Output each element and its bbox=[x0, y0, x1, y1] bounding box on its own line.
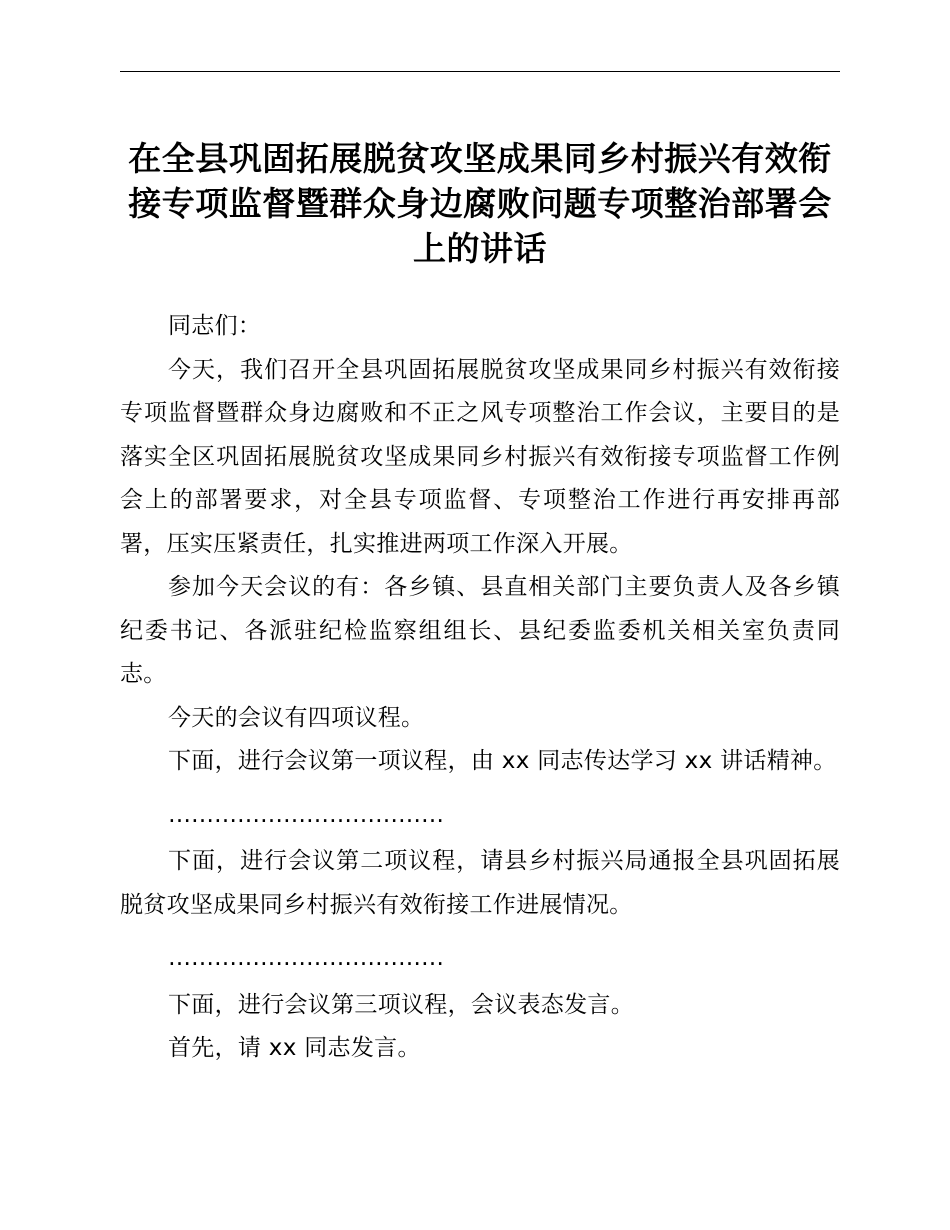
ellipsis-separator: ……………………………… bbox=[168, 945, 444, 971]
paragraph-agenda-count: 今天的会议有四项议程。 bbox=[168, 704, 425, 731]
document-body bbox=[120, 305, 840, 1071]
salutation: 同志们： bbox=[168, 313, 262, 339]
paragraph-first-speaker: 首先，请 xx 同志发言。 bbox=[168, 1035, 421, 1061]
ellipsis-separator: ……………………………… bbox=[168, 801, 444, 828]
paragraph-opening: 今天，我们召开全县巩固拓展脱贫攻坚成果同乡村振兴有效衔接专项监督暨群众身边腐败和不正之风专项整治工作会议，主要目的是落实全区巩固拓展脱贫攻坚成果同乡村振兴有效衔接专项监督工作例会上的部署要求，对全县专项监督、专项整治工作进行再安排再部署，压实压紧责任，扎实推进两项工作深入开展。 bbox=[120, 356, 840, 557]
document-title: 在全县巩固拓展脱贫攻坚成果同乡村振兴有效衔接专项监督暨群众身边腐败问题专项整治部署会上的讲话 bbox=[128, 139, 832, 268]
header-rule bbox=[120, 71, 840, 72]
paragraph-agenda-item-3: 下面，进行会议第三项议程，会议表态发言。 bbox=[168, 991, 634, 1018]
paragraph-agenda-item-1: 下面，进行会议第一项议程，由 xx 同志传达学习 xx 讲话精神。 bbox=[168, 748, 837, 774]
paragraph-attendees: 参加今天会议的有：各乡镇、县直相关部门主要负责人及各乡镇纪委书记、各派驻纪检监察组组长、县纪委监委机关相关室负责同志。 bbox=[120, 574, 840, 687]
paragraph-agenda-item-2: 下面，进行会议第二项议程，请县乡村振兴局通报全县巩固拓展脱贫攻坚成果同乡村振兴有效衔接工作进展情况。 bbox=[120, 848, 840, 918]
